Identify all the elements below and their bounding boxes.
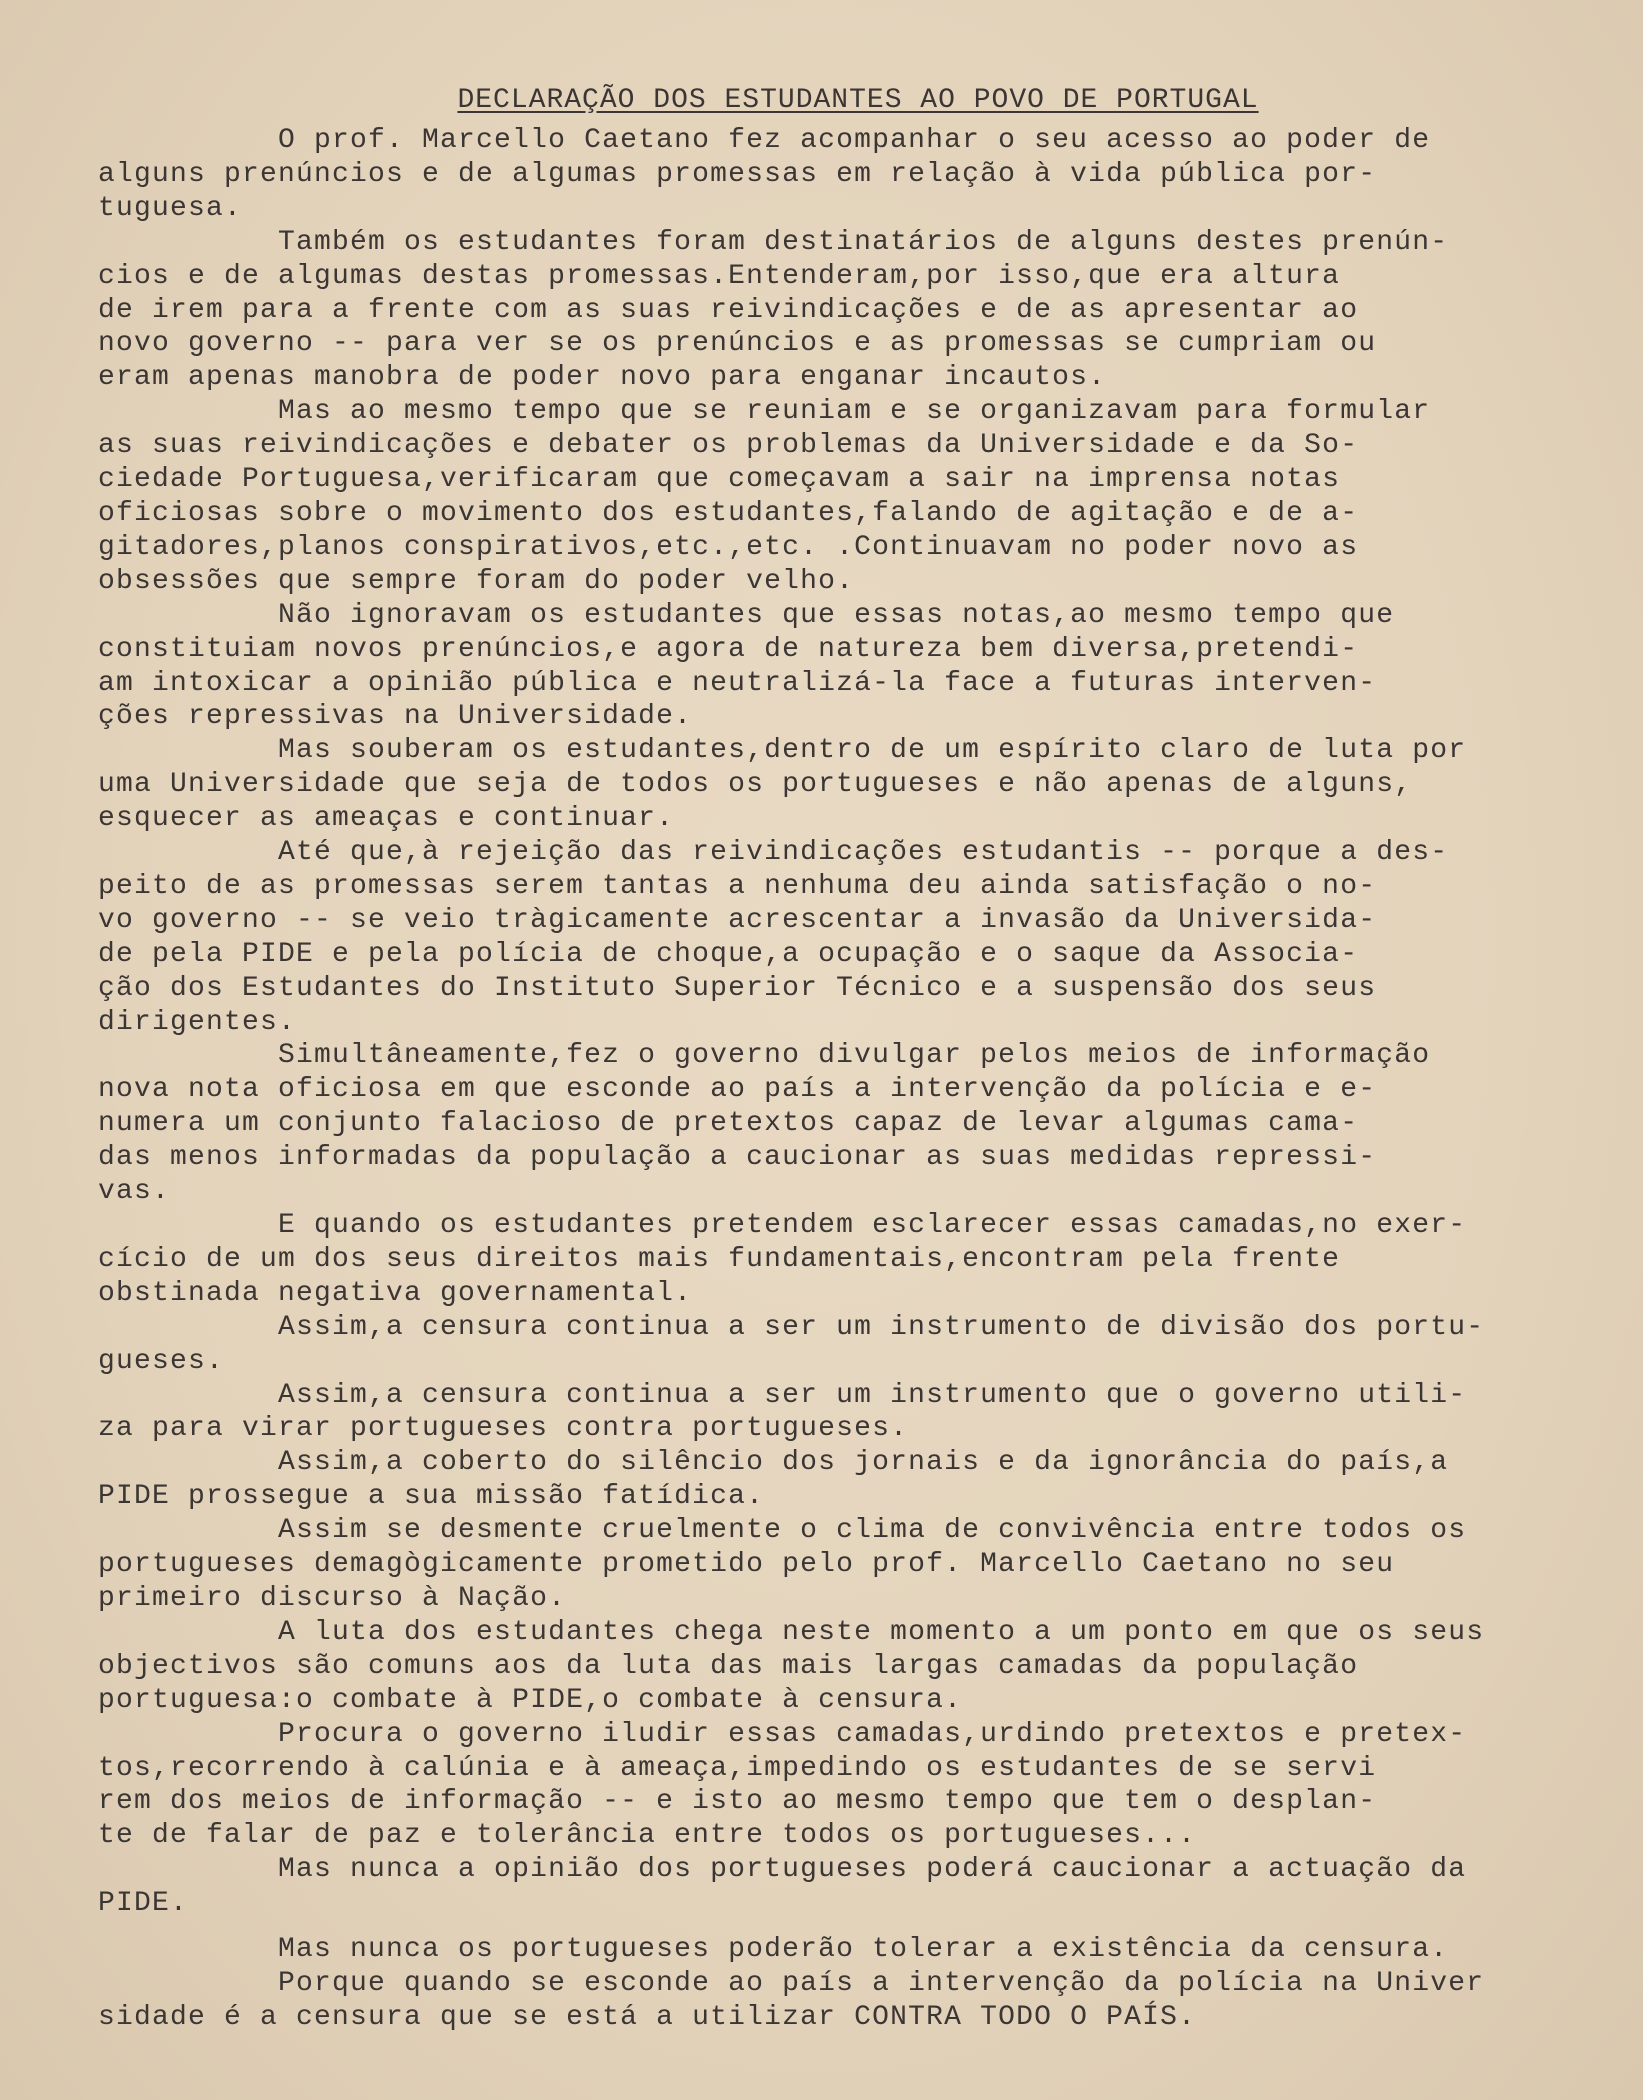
text-line: vo governo -- se veio tràgicamente acrescentar a invasão da Universida- <box>98 904 1377 936</box>
paragraph-list <box>98 124 1578 2035</box>
text-line: Até que,à rejeição das reivindicações estudantis -- porque a des- <box>98 837 1449 869</box>
text-line: novo governo -- para ver se os prenúncios e as promessas se cumpriam ou <box>98 328 1377 360</box>
text-line: tos,recorrendo à calúnia e à ameaça,impedindo os estudantes de se servi <box>98 1752 1377 1784</box>
text-line: Mas ao mesmo tempo que se reuniam e se organizavam para formular <box>98 396 1431 428</box>
text-line: constituiam novos prenúncios,e agora de natureza bem diversa,pretendi- <box>98 633 1359 665</box>
text-line: ções repressivas na Universidade. <box>98 701 693 733</box>
text-line: PIDE. <box>98 1888 189 1920</box>
text-line: Mas nunca os portugueses poderão tolerar a existência da censura. <box>98 1934 1449 1966</box>
document-title: DECLARAÇÃO DOS ESTUDANTES AO POVO DE PORTUGAL <box>457 85 1259 116</box>
paragraph <box>98 1446 1578 1514</box>
text-line: de pela PIDE e pela polícia de choque,a ocupação e o saque da Associa- <box>98 938 1359 970</box>
text-line: das menos informadas da população a caucionar as suas medidas repressi- <box>98 1142 1377 1174</box>
text-line: te de falar de paz e tolerância entre todos os portugueses... <box>98 1820 1197 1852</box>
text-line: Assim,a censura continua a ser um instrumento que o governo utili- <box>98 1379 1467 1411</box>
paragraph <box>98 226 1578 396</box>
text-line: dirigentes. <box>98 1006 297 1038</box>
text-line: Mas nunca a opinião dos portugueses poderá caucionar a actuação da <box>98 1854 1467 1886</box>
text-line: portugueses demagògicamente prometido pelo prof. Marcello Caetano no seu <box>98 1549 1395 1581</box>
paragraph <box>98 1616 1578 1718</box>
paragraph <box>98 1311 1578 1379</box>
paragraph <box>98 1933 1578 2035</box>
text-line: alguns prenúncios e de algumas promessas em relação à vida pública por- <box>98 158 1377 190</box>
paragraph <box>98 1379 1578 1447</box>
text-line: Assim,a censura continua a ser um instrumento de divisão dos portu- <box>98 1311 1485 1343</box>
text-line: gitadores,planos conspirativos,etc.,etc. .Continuavam no poder novo as <box>98 531 1359 563</box>
text-line: Mas souberam os estudantes,dentro de um espírito claro de luta por <box>98 735 1467 767</box>
paragraph-gap <box>98 1921 1578 1933</box>
paragraph <box>98 124 1578 226</box>
text-line: tuguesa. <box>98 192 243 224</box>
text-line: ciedade Portuguesa,verificaram que começavam a sair na imprensa notas <box>98 464 1341 496</box>
paragraph <box>98 599 1578 735</box>
text-line: nova nota oficiosa em que esconde ao país a intervenção da polícia e e- <box>98 1074 1377 1106</box>
paragraph <box>98 734 1578 836</box>
text-line: cios e de algumas destas promessas.Entenderam,por isso,que era altura <box>98 260 1341 292</box>
text-line: O prof. Marcello Caetano fez acompanhar o seu acesso ao poder de <box>98 125 1431 156</box>
text-line: vas. <box>98 1176 171 1208</box>
text-line: am intoxicar a opinião pública e neutralizá-la face a futuras interven- <box>98 667 1377 699</box>
text-line: portuguesa:o combate à PIDE,o combate à censura. <box>98 1684 963 1716</box>
text-line: de irem para a frente com as suas reivindicações e de as apresentar ao <box>98 294 1359 326</box>
paragraph <box>98 1514 1578 1616</box>
paragraph <box>98 836 1578 1039</box>
paragraph <box>98 1039 1578 1209</box>
text-line: obstinada negativa governamental. <box>98 1277 693 1309</box>
text-line: Simultâneamente,fez o governo divulgar pelos meios de informação <box>98 1040 1431 1072</box>
text-line: Procura o governo iludir essas camadas,urdindo pretextos e pretex- <box>98 1718 1467 1750</box>
paragraph <box>98 1718 1578 1854</box>
text-line: primeiro discurso à Nação. <box>98 1582 567 1614</box>
text-line: Também os estudantes foram destinatários de alguns destes prenún- <box>98 226 1449 258</box>
text-line: Porque quando se esconde ao país a intervenção da polícia na Univer <box>98 1967 1485 1999</box>
text-line: Não ignoravam os estudantes que essas notas,ao mesmo tempo que <box>98 599 1395 631</box>
text-line: obsessões que sempre foram do poder velho. <box>98 565 855 597</box>
text-line: sidade é a censura que se está a utilizar CONTRA TODO O PAÍS. <box>98 2001 1197 2033</box>
text-line: esquecer as ameaças e continuar. <box>98 803 675 835</box>
paragraph <box>98 1209 1578 1311</box>
text-line: A luta dos estudantes chega neste momento a um ponto em que os seus <box>98 1616 1485 1648</box>
text-line: gueses. <box>98 1345 225 1377</box>
text-line: numera um conjunto falacioso de pretextos capaz de levar algumas cama- <box>98 1108 1359 1140</box>
text-line: uma Universidade que seja de todos os portugueses e não apenas de alguns, <box>98 769 1413 801</box>
text-line: ção dos Estudantes do Instituto Superior Técnico e a suspensão dos seus <box>98 972 1377 1004</box>
text-line: eram apenas manobra de poder novo para enganar incautos. <box>98 362 1107 394</box>
text-line: rem dos meios de informação -- e isto ao mesmo tempo que tem o desplan- <box>98 1786 1377 1818</box>
text-line: oficiosas sobre o movimento dos estudantes,falando de agitação e de a- <box>98 497 1359 529</box>
text-line: za para virar portugueses contra portugueses. <box>98 1413 909 1445</box>
text-line: cício de um dos seus direitos mais fundamentais,encontram pela frente <box>98 1243 1341 1275</box>
document-body <box>98 84 1578 2035</box>
text-line: Assim,a coberto do silêncio dos jornais e da ignorância do país,a <box>98 1447 1449 1479</box>
text-line: E quando os estudantes pretendem esclarecer essas camadas,no exer- <box>98 1210 1467 1241</box>
paragraph <box>98 1853 1578 1921</box>
text-line: as suas reivindicações e debater os problemas da Universidade e da So- <box>98 430 1359 462</box>
paragraph <box>98 395 1578 598</box>
text-line: PIDE prossegue a sua missão fatídica. <box>98 1481 765 1513</box>
text-line: Assim se desmente cruelmente o clima de convivência entre todos os <box>98 1515 1467 1547</box>
text-line: objectivos são comuns aos da luta das mais largas camadas da população <box>98 1650 1359 1682</box>
text-line: peito de as promessas serem tantas a nenhuma deu ainda satisfação o no- <box>98 870 1377 902</box>
